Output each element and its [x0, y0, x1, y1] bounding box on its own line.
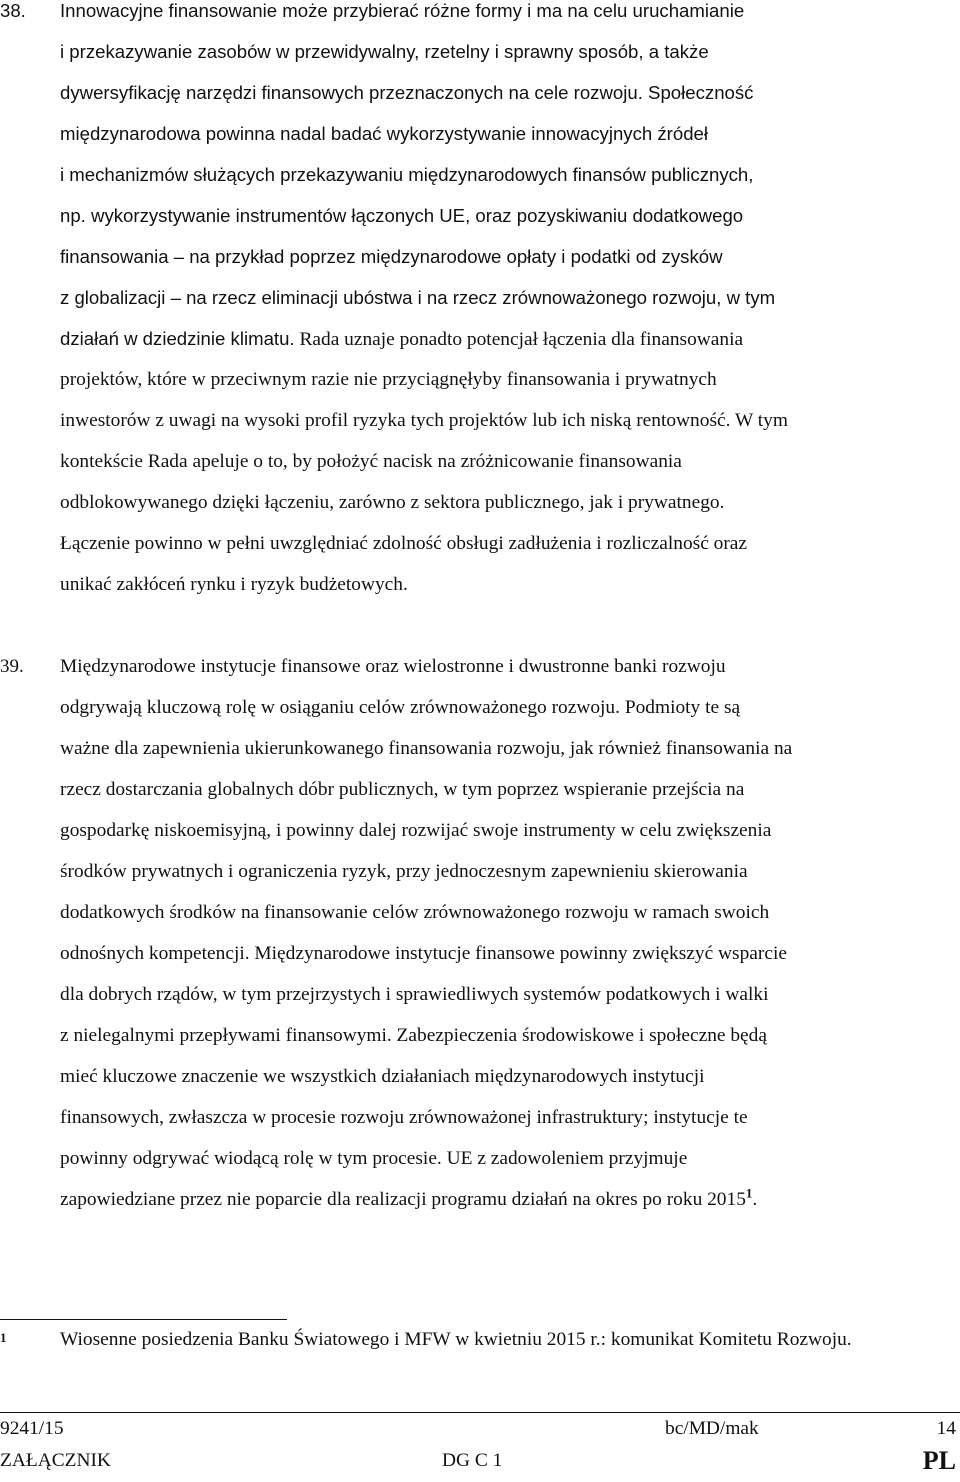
text-segment: zapowiedziane przez nie poparcie dla realizacji programu działań na okres po roku 2015: [60, 1189, 746, 1210]
footnote-separator: [0, 1319, 287, 1320]
text-segment: finansowych, zwłaszcza w procesie rozwoju zrównoważonej infrastruktury; instytucje te: [60, 1107, 748, 1128]
text-line: [60, 933, 960, 974]
text-segment: inwestorów z uwagi na wysoki profil ryzyka tych projektów lub ich niską rentowność. W tym: [60, 410, 788, 431]
paragraph-body: [60, 0, 960, 605]
text-segment: z nielegalnymi przepływami finansowymi. Zabezpieczenia środowiskowe i społeczne będą: [60, 1025, 767, 1046]
text-segment: powinny odgrywać wiodącą rolę w tym procesie. UE z zadowoleniem przyjmuje: [60, 1148, 688, 1169]
text-line: [60, 728, 960, 769]
text-line: [60, 1097, 960, 1138]
paragraph-number: 38.: [0, 0, 26, 21]
text-line: [60, 31, 960, 72]
directorate-label: DG C 1: [442, 1450, 503, 1471]
footer-row-bottom: [0, 1446, 960, 1480]
text-line: [60, 564, 960, 605]
text-segment: i mechanizmów służących przekazywaniu międzynarodowych finansów publicznych,: [60, 164, 754, 185]
text-segment: ważne dla zapewnienia ukierunkowanego finansowania rozwoju, jak również finansowania na: [60, 738, 793, 759]
footer-row-top: [0, 1418, 960, 1448]
text-line: [60, 851, 960, 892]
text-segment: kontekście Rada apeluje o to, by położyć nacisk na zróżnicowanie finansowania: [60, 451, 682, 472]
text-segment: i przekazywanie zasobów w przewidywalny, rzetelny i sprawny sposób, a także: [60, 41, 709, 62]
paragraph-38: [0, 0, 960, 605]
text-segment: odgrywają kluczową rolę w osiąganiu celów zrównoważonego rozwoju. Podmioty te są: [60, 697, 741, 718]
text-segment: dla dobrych rządów, w tym przejrzystych i sprawiedliwych systemów podatkowych i walki: [60, 984, 769, 1005]
paragraph-number: 39.: [0, 656, 24, 677]
footer-separator: [0, 1412, 960, 1413]
text-segment: gospodarkę niskoemisyjną, i powinny dalej rozwijać swoje instrumenty w celu zwiększenia: [60, 820, 772, 841]
text-line: [60, 769, 960, 810]
text-segment: z globalizacji – na rzecz eliminacji ubóstwa i na rzecz zrównoważonego rozwoju, w tym: [60, 287, 776, 308]
text-line: [60, 0, 960, 31]
author-initials: bc/MD/mak: [665, 1418, 759, 1439]
text-line: [60, 1138, 960, 1179]
text-line: [60, 236, 960, 277]
text-line: [60, 195, 960, 236]
text-segment: dywersyfikację narzędzi finansowych przeznaczonych na cele rozwoju. Społeczność: [60, 82, 754, 103]
footnote-text: Wiosenne posiedzenia Banku Światowego i MFW w kwietniu 2015 r.: komunikat Komitetu Rozwoju.: [60, 1329, 852, 1350]
text-segment: .: [752, 1189, 758, 1210]
text-line: [60, 810, 960, 851]
text-segment: rzecz dostarczania globalnych dóbr publicznych, w tym poprzez wspieranie przejścia na: [60, 779, 745, 800]
text-segment: środków prywatnych i ograniczenia ryzyk, przy jednoczesnym zapewnieniu skierowania: [60, 861, 748, 882]
footnote-mark: 1: [0, 1330, 7, 1345]
text-line: [60, 1056, 960, 1097]
text-segment: międzynarodowa powinna nadal badać wykorzystywanie innowacyjnych źródeł: [60, 123, 709, 144]
text-line: [60, 400, 960, 441]
text-segment: Międzynarodowe instytucje finansowe oraz wielostronne i dwustronne banki rozwoju: [60, 656, 726, 677]
document-number: 9241/15: [0, 1418, 64, 1439]
text-segment: mieć kluczowe znaczenie we wszystkich działaniach międzynarodowych instytucji: [60, 1066, 705, 1087]
text-segment: dodatkowych środków na finansowanie celów zrównoważonego rozwoju w ramach swoich: [60, 902, 770, 923]
text-segment: finansowania – na przykład poprzez międzynarodowe opłaty i podatki od zysków: [60, 246, 723, 267]
text-line: [60, 892, 960, 933]
page-number: 14: [936, 1418, 956, 1439]
text-line: [60, 72, 960, 113]
text-line: [60, 482, 960, 523]
text-line: [60, 974, 960, 1015]
text-line: [60, 1015, 960, 1056]
text-segment: projektów, które w przeciwnym razie nie przyciągnęłyby finansowania i prywatnych: [60, 369, 717, 390]
text-segment: Rada uznaje ponadto potencjał łączenia dla finansowania: [294, 329, 744, 350]
paragraph-39: [0, 646, 960, 1220]
language-code: PL: [922, 1446, 956, 1475]
footnote-reference: 1: [745, 1185, 753, 1201]
text-line: [60, 277, 960, 318]
text-segment: np. wykorzystywanie instrumentów łączonych UE, oraz pozyskiwaniu dodatkowego: [60, 205, 744, 226]
text-line: [60, 359, 960, 400]
text-segment: odnośnych kompetencji. Międzynarodowe instytucje finansowe powinny zwiększyć wsparcie: [60, 943, 787, 964]
annex-label: ZAŁĄCZNIK: [0, 1450, 111, 1471]
text-segment: odblokowywanego dzięki łączeniu, zarówno z sektora publicznego, jak i prywatnego.: [60, 492, 725, 513]
footnote: [0, 1326, 960, 1354]
text-line: [60, 646, 960, 687]
paragraph-body: [60, 646, 960, 1220]
text-line: [60, 1179, 960, 1220]
text-segment: działań w dziedzinie klimatu.: [60, 328, 295, 349]
text-line: [60, 441, 960, 482]
text-line: [60, 687, 960, 728]
text-line: [60, 154, 960, 195]
text-line: [60, 523, 960, 564]
text-line: [60, 318, 960, 359]
text-line: [60, 113, 960, 154]
text-segment: Innowacyjne finansowanie może przybierać różne formy i ma na celu uruchamianie: [60, 0, 745, 21]
text-segment: Łączenie powinno w pełni uwzględniać zdolność obsługi zadłużenia i rozliczalność oraz: [60, 533, 748, 554]
text-segment: unikać zakłóceń rynku i ryzyk budżetowych.: [60, 574, 408, 595]
